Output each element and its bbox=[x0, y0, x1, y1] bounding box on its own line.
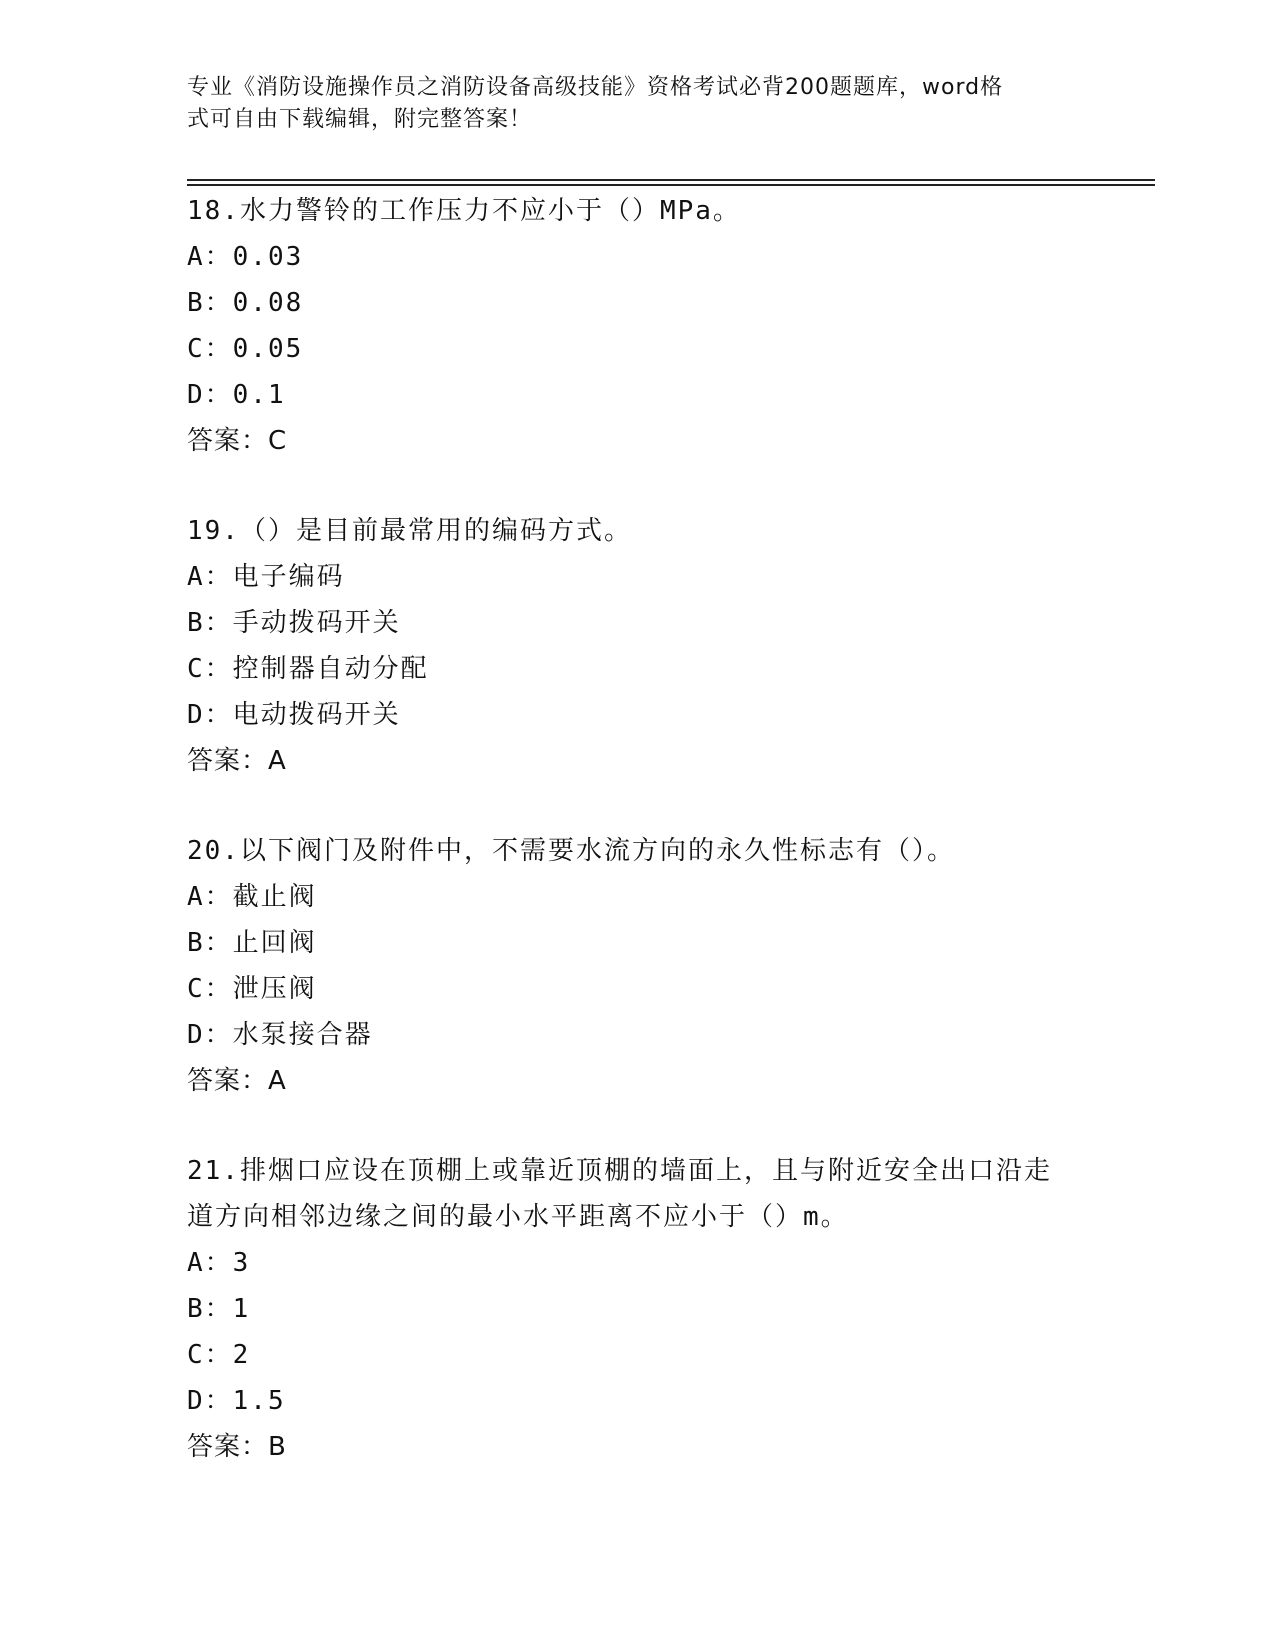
question-21 bbox=[187, 1148, 1087, 1470]
option-c: C：2 bbox=[187, 1340, 251, 1370]
question-stem: 20.以下阀门及附件中，不需要水流方向的永久性标志有（）。 bbox=[187, 836, 955, 866]
option-d: D：0.1 bbox=[187, 380, 286, 410]
answer: 答案：C bbox=[187, 426, 288, 456]
question-spacer bbox=[187, 784, 1087, 828]
option-b: B：1 bbox=[187, 1294, 251, 1324]
question-20 bbox=[187, 828, 1087, 1104]
question-19 bbox=[187, 508, 1087, 784]
option-b: B：手动拨码开关 bbox=[187, 608, 401, 638]
option-b: B：止回阀 bbox=[187, 928, 317, 958]
option-b: B：0.08 bbox=[187, 288, 304, 318]
question-spacer bbox=[187, 1104, 1087, 1148]
question-stem: 18.水力警铃的工作压力不应小于（）MPa。 bbox=[187, 196, 741, 226]
option-a: A：0.03 bbox=[187, 242, 304, 272]
option-d: D：水泵接合器 bbox=[187, 1020, 373, 1050]
option-c: C：0.05 bbox=[187, 334, 304, 364]
document-header bbox=[187, 72, 1067, 136]
question-18 bbox=[187, 188, 1087, 464]
question-stem-line-2: 道方向相邻边缘之间的最小水平距离不应小于（）m。 bbox=[187, 1202, 849, 1232]
header-line-1: 专业《消防设施操作员之消防设备高级技能》资格考试必背200题题库，word格 bbox=[187, 75, 1004, 100]
option-d: D：电动拨码开关 bbox=[187, 700, 401, 730]
answer: 答案：B bbox=[187, 1432, 287, 1462]
option-a: A：截止阀 bbox=[187, 882, 317, 912]
question-list bbox=[187, 188, 1087, 1470]
option-d: D：1.5 bbox=[187, 1386, 286, 1416]
option-c: C：控制器自动分配 bbox=[187, 654, 429, 684]
option-a: A：3 bbox=[187, 1248, 251, 1278]
question-stem: 19.（）是目前最常用的编码方式。 bbox=[187, 516, 632, 546]
question-spacer bbox=[187, 464, 1087, 508]
answer: 答案：A bbox=[187, 1066, 287, 1096]
option-c: C：泄压阀 bbox=[187, 974, 317, 1004]
header-rule-bottom bbox=[187, 184, 1155, 186]
option-a: A：电子编码 bbox=[187, 562, 345, 592]
question-stem-line-1: 21.排烟口应设在顶棚上或靠近顶棚的墙面上，且与附近安全出口沿走 bbox=[187, 1156, 1052, 1186]
answer: 答案：A bbox=[187, 746, 287, 776]
header-rule-top bbox=[187, 179, 1155, 181]
header-line-2: 式可自由下载编辑，附完整答案！ bbox=[187, 107, 533, 132]
